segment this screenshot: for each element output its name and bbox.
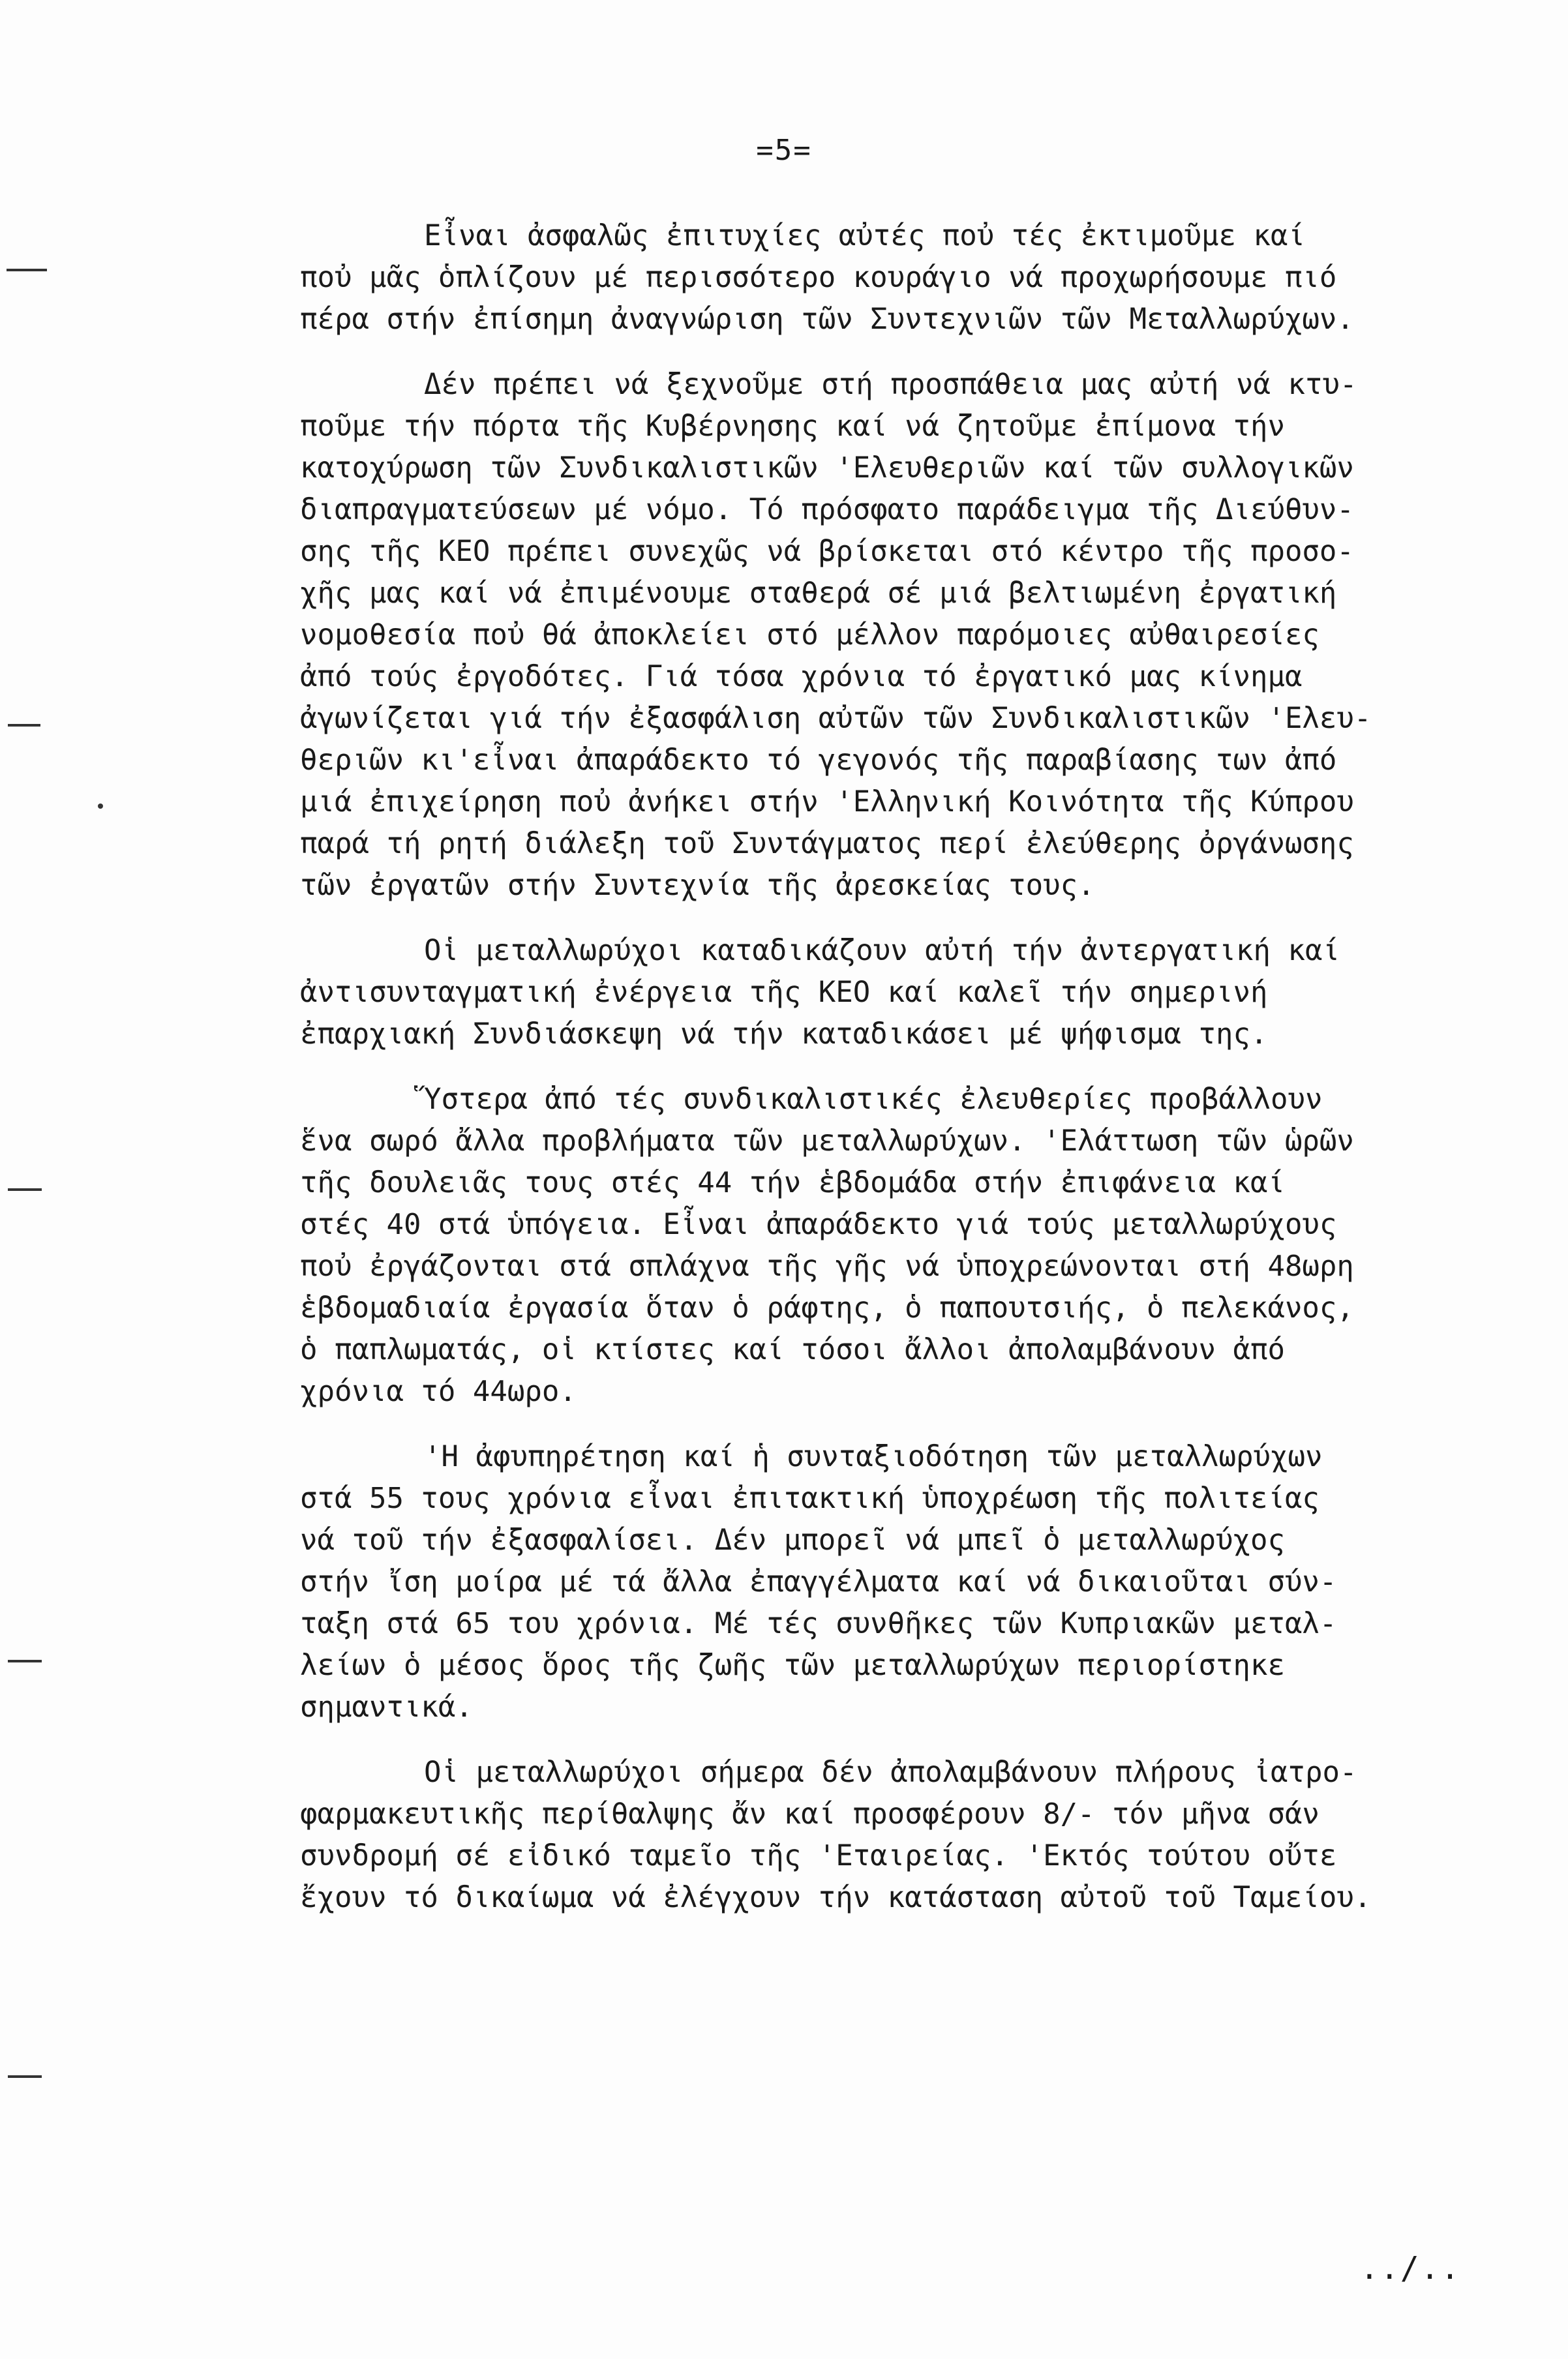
continuation-mark: ../.. xyxy=(1360,2250,1461,2287)
text-line: τῶν ἐργατῶν στήν Συντεχνία τῆς ἀρεσκείας τους. xyxy=(300,869,1095,902)
text-line: ἕνα σωρό ἄλλα προβλήματα τῶν μεταλλωρύχων. 'Ελάττωση τῶν ὡρῶν xyxy=(300,1124,1354,1158)
text-line: ἐπαρχιακή Συνδιάσκεψη νά τήν καταδικάσει μέ ψήφισμα της. xyxy=(300,1017,1268,1051)
margin-dot xyxy=(98,804,103,809)
text-line: ποὐ μᾶς ὁπλίζουν μέ περισσότερο κουράγιο νά προχωρήσουμε πιό xyxy=(300,261,1337,294)
text-line: νομοθεσία ποὐ θά ἀποκλείει στό μέλλον παρόμοιες αὐθαιρεσίες xyxy=(300,618,1319,652)
text-line: ὁ παπλωματάς, οἱ κτίστες καί τόσοι ἄλλοι ἀπολαμβάνουν ἀπό xyxy=(300,1333,1285,1366)
text-line: ταξη στά 65 του χρόνια. Μέ τές συνθῆκες τῶν Κυπριακῶν μεταλ- xyxy=(300,1607,1337,1640)
text-line: Οἱ μεταλλωρύχοι σήμερα δέν ἀπολαμβάνουν πλήρους ἰατρο- xyxy=(424,1756,1357,1789)
text-line: θεριῶν κι'εἶναι ἀπαράδεκτο τό γεγονός τῆς παραβίασης των ἀπό xyxy=(300,744,1337,777)
margin-mark xyxy=(8,724,40,727)
text-line: 'Η ἀφυπηρέτηση καί ἡ συνταξιοδότηση τῶν μεταλλωρύχων xyxy=(424,1440,1323,1473)
paragraph xyxy=(300,1436,1539,1728)
text-line: στά 55 τους χρόνια εἶναι ἐπιτακτική ὑποχρέωση τῆς πολιτείας xyxy=(300,1482,1319,1515)
text-line: ἀγωνίζεται γιά τήν ἐξασφάλιση αὐτῶν τῶν Συνδικαλιστικῶν 'Ελευ- xyxy=(300,702,1372,735)
text-line: συνδρομή σέ εἰδικό ταμεῖο τῆς 'Εταιρείας. 'Εκτός τούτου οὔτε xyxy=(300,1839,1337,1872)
margin-mark xyxy=(8,2075,42,2078)
text-line: λείων ὁ μέσος ὅρος τῆς ζωῆς τῶν μεταλλωρύχων περιορίστηκε xyxy=(300,1649,1285,1682)
text-line: κατοχύρωση τῶν Συνδικαλιστικῶν 'Ελευθεριῶν καί τῶν συλλογικῶν xyxy=(300,451,1354,485)
text-line: χῆς μας καί νά ἐπιμένουμε σταθερά σέ μιά βελτιωμένη ἐργατική xyxy=(300,577,1337,610)
text-line: παρά τή ρητή διάλεξη τοῦ Συντάγματος περί ἐλεύθερης ὀργάνωσης xyxy=(300,827,1354,860)
margin-mark xyxy=(8,1188,42,1191)
text-line: ποὐ ἐργάζονται στά σπλάχνα τῆς γῆς νά ὑποχρεώνονται στή 48ωρη xyxy=(300,1250,1354,1283)
paragraph xyxy=(300,930,1539,1055)
margin-mark xyxy=(8,1660,42,1662)
page-number: =5= xyxy=(756,134,812,167)
text-line: ἑβδομαδιαία ἐργασία ὅταν ὁ ράφτης, ὁ παπουτσιής, ὁ πελεκάνος, xyxy=(300,1291,1354,1325)
text-line: Εἶναι ἀσφαλῶς ἐπιτυχίες αὐτές ποὐ τές ἐκτιμοῦμε καί xyxy=(424,219,1306,252)
text-line: χρόνια τό 44ωρο. xyxy=(300,1375,577,1408)
text-line: Δέν πρέπει νά ξεχνοῦμε στή προσπάθεια μας αὐτή νά κτυ- xyxy=(424,368,1357,401)
text-line: πέρα στήν ἐπίσημη ἀναγνώριση τῶν Συντεχνιῶν τῶν Μεταλλωρύχων. xyxy=(300,303,1354,336)
text-line: ἀπό τούς ἐργοδότες. Γιά τόσα χρόνια τό ἐργατικό μας κίνημα xyxy=(300,660,1303,693)
text-line: νά τοῦ τήν ἐξασφαλίσει. Δέν μπορεῖ νά μπεῖ ὁ μεταλλωρύχος xyxy=(300,1524,1285,1557)
paragraph xyxy=(300,1079,1539,1413)
text-line: σης τῆς ΚΕΟ πρέπει συνεχῶς νά βρίσκεται στό κέντρο τῆς προσο- xyxy=(300,535,1354,568)
text-line: τῆς δουλειᾶς τους στές 44 τήν ἑβδομάδα στήν ἐπιφάνεια καί xyxy=(300,1166,1285,1199)
text-line: διαπραγματεύσεων μέ νόμο. Τό πρόσφατο παράδειγμα τῆς Διεύθυν- xyxy=(300,493,1354,526)
body-text xyxy=(300,215,1539,1919)
text-line: στήν ἴση μοίρα μέ τά ἄλλα ἐπαγγέλματα καί νά δικαιοῦται σύν- xyxy=(300,1565,1337,1599)
paragraph xyxy=(300,364,1539,907)
text-line: σημαντικά. xyxy=(300,1690,473,1724)
text-line: στές 40 στά ὑπόγεια. Εἶναι ἀπαράδεκτο γιά τούς μεταλλωρύχους xyxy=(300,1208,1337,1241)
text-line: Ὕστερα ἀπό τές συνδικαλιστικές ἐλευθερίες προβάλλουν xyxy=(424,1083,1323,1116)
text-line: ἔχουν τό δικαίωμα νά ἐλέγχουν τήν κατάσταση αὐτοῦ τοῦ Ταμείου. xyxy=(300,1881,1372,1914)
text-line: Οἱ μεταλλωρύχοι καταδικάζουν αὐτή τήν ἀντεργατική καί xyxy=(424,934,1340,967)
paragraph xyxy=(300,215,1539,340)
text-line: φαρμακευτικῆς περίθαλψης ἄν καί προσφέρουν 8/- τόν μῆνα σάν xyxy=(300,1797,1319,1831)
text-line: μιά ἐπιχείρηση ποὐ ἀνήκει στήν 'Ελληνική Κοινότητα τῆς Κύπρου xyxy=(300,785,1354,819)
text-line: ποῦμε τήν πόρτα τῆς Κυβέρνησης καί νά ζητοῦμε ἐπίμονα τήν xyxy=(300,410,1285,443)
text-line: ἀντισυνταγματική ἐνέργεια τῆς ΚΕΟ καί καλεῖ τήν σημερινή xyxy=(300,976,1268,1009)
margin-mark xyxy=(7,269,47,271)
paragraph xyxy=(300,1752,1539,1919)
